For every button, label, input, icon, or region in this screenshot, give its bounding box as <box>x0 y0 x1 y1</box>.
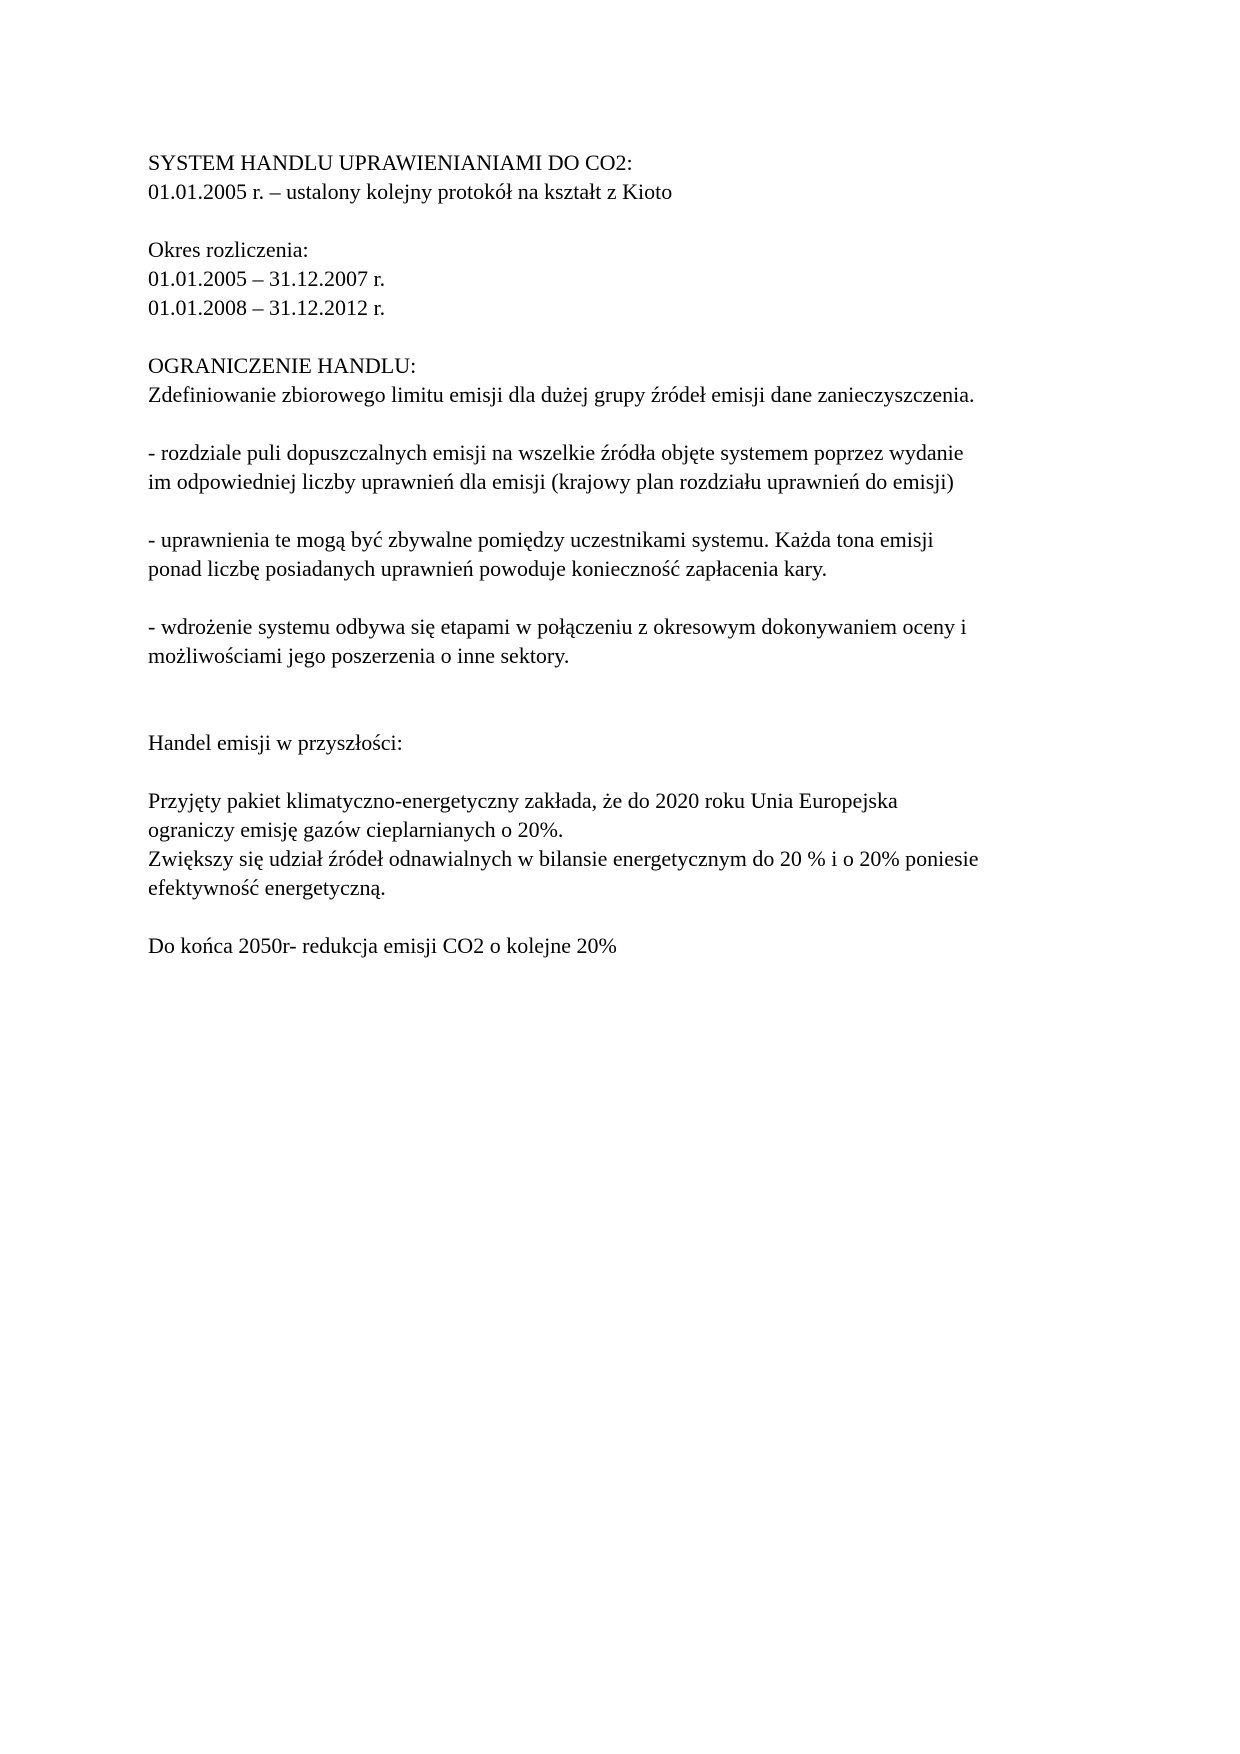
spacer <box>148 757 1108 786</box>
spacer <box>148 902 1108 931</box>
settlement-period: 01.01.2008 – 31.12.2012 r. <box>148 295 386 320</box>
bullet-line: - uprawnienia te mogą być zbywalne pomiędzy uczestnikami systemu. Każda tona emisji <box>148 527 934 552</box>
future-paragraph-line: Przyjęty pakiet klimatyczno-energetyczny zakłada, że do 2020 roku Unia Europejska <box>148 788 898 813</box>
bullet-line: możliwościami jego poszerzenia o inne sektory. <box>148 643 570 668</box>
spacer <box>148 409 1108 438</box>
spacer <box>148 322 1108 351</box>
settlement-period: 01.01.2005 – 31.12.2007 r. <box>148 266 386 291</box>
future-heading: Handel emisji w przyszłości: <box>148 730 403 755</box>
limits-definition: Zdefiniowanie zbiorowego limitu emisji dla dużej grupy źródeł emisji dane zanieczyszczenia. <box>148 382 975 407</box>
bullet-line: - wdrożenie systemu odbywa się etapami w połączeniu z okresowym dokonywaniem oceny i <box>148 614 967 639</box>
bullet-line: - rozdziale puli dopuszczalnych emisji na wszelkie źródła objęte systemem poprzez wydanie <box>148 440 964 465</box>
protocol-line: 01.01.2005 r. – ustalony kolejny protokół na kształt z Kioto <box>148 179 673 204</box>
future-paragraph-line: Zwiększy się udział źródeł odnawialnych w bilansie energetycznym do 20 % i o 20% poniesie <box>148 846 979 871</box>
spacer <box>148 583 1108 612</box>
spacer <box>148 206 1108 235</box>
spacer <box>148 699 1108 728</box>
bullet-line: im odpowiedniej liczby uprawnień dla emisji (krajowy plan rozdziału uprawnień do emisji) <box>148 469 954 494</box>
spacer <box>148 670 1108 699</box>
final-line: Do końca 2050r- redukcja emisji CO2 o kolejne 20% <box>148 933 617 958</box>
document-body <box>148 148 1108 960</box>
limits-heading: OGRANICZENIE HANDLU: <box>148 353 417 378</box>
document-heading: SYSTEM HANDLU UPRAWIENIANIAMI DO CO2: <box>148 150 633 175</box>
future-paragraph-line: ograniczy emisję gazów cieplarnianych o 20%. <box>148 817 564 842</box>
settlement-label: Okres rozliczenia: <box>148 237 309 262</box>
future-paragraph-line: efektywność energetyczną. <box>148 875 386 900</box>
bullet-line: ponad liczbę posiadanych uprawnień powoduje konieczność zapłacenia kary. <box>148 556 828 581</box>
spacer <box>148 496 1108 525</box>
